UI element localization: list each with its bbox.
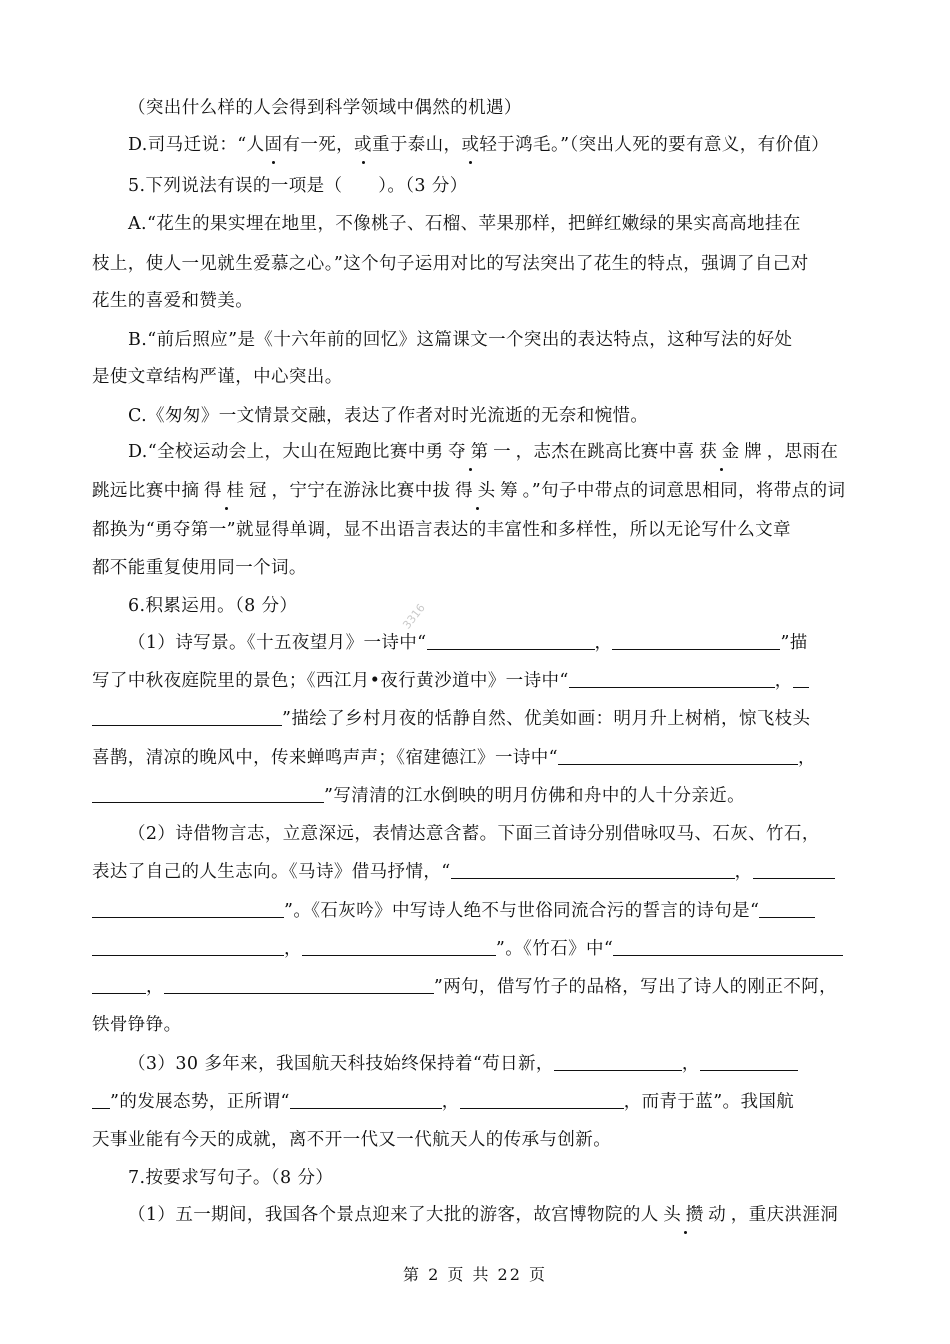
page-footer: 第 2 页 共 22 页	[403, 1265, 547, 1284]
answer-blank[interactable]	[613, 939, 843, 956]
text-line: （突出什么样的人会得到科学领域中偶然的机遇）	[128, 98, 522, 118]
answer-blank[interactable]	[451, 862, 735, 879]
text-line: 都换为“勇夺第一”就显得单调，显不出语言表达的丰富性和多样性，所以无论写什么文章	[92, 520, 791, 540]
answer-blank[interactable]	[700, 1054, 798, 1071]
answer-blank[interactable]	[92, 786, 324, 803]
option-d: D.司马迁说：“人固有一死，或重于泰山，或轻于鸿毛。”（突出人死的要有意义，有价值）	[128, 135, 830, 155]
answer-blank[interactable]	[460, 1092, 624, 1109]
text-line: 是使文章结构严谨，中心突出。	[92, 367, 343, 387]
text-line: ”。《石灰吟》中写诗人绝不与世俗同流合污的誓言的诗句是“	[92, 899, 858, 923]
text-line: 跳远比赛中摘得桂冠，宁宁在游泳比赛中拔得头筹。”句子中带点的词意思相同，将带点的词	[92, 481, 846, 501]
text-line: 枝上，使人一见就生爱慕之心。”这个句子运用对比的写法突出了花生的特点，强调了自己对	[92, 254, 809, 274]
answer-blank[interactable]	[569, 671, 775, 688]
dotted-phrase: 摘得桂冠	[181, 481, 272, 501]
text-line: （2）诗借物言志，立意深远，表情达意含蓄。下面三首诗分别借咏叹马、石灰、竹石，	[128, 824, 820, 844]
dotted-phrase: 喜获金牌	[676, 442, 767, 462]
answer-blank[interactable]	[793, 671, 809, 688]
option-a: A.“花生的果实埋在地里，不像桃子、石榴、苹果那样，把鲜红嫩绿的果实高高地挂在	[128, 214, 801, 234]
dotted-char: 或	[461, 135, 480, 155]
question-6: 6.积累运用。（8 分）	[128, 596, 298, 616]
text-line: （3）30 多年来，我国航天科技始终保持着“苟日新， ，	[128, 1052, 858, 1076]
text-line: 都不能重复使用同一个词。	[92, 558, 307, 578]
option-c: C.《匆匆》一文情景交融，表达了作者对时光流逝的无奈和惋惜。	[128, 406, 649, 426]
question-7: 7.按要求写句子。（8 分）	[128, 1168, 334, 1188]
text-line: ”的发展态势，正所谓“ ， ，而青于蓝”。我国航	[92, 1090, 858, 1114]
text-line: 铁骨铮铮。	[92, 1015, 182, 1035]
answer-blank[interactable]	[612, 633, 780, 650]
answer-blank[interactable]	[92, 977, 146, 994]
option-d: D.“全校运动会上，大山在短跑比赛中勇夺第一，志杰在跳高比赛中喜获金牌，思雨在	[128, 442, 839, 462]
answer-blank[interactable]	[558, 748, 798, 765]
answer-blank[interactable]	[164, 977, 434, 994]
answer-blank[interactable]	[92, 1092, 110, 1109]
dotted-char: 固	[264, 135, 283, 155]
answer-blank[interactable]	[759, 901, 815, 918]
text-line: 表达了自己的人生志向。《马诗》借马抒情，“ ，	[92, 860, 858, 884]
text-line: 喜鹊，清凉的晚风中，传来蝉鸣声声；《宿建德江》一诗中“ ，	[92, 748, 816, 768]
text-line: ， ”两句，借写竹子的品格，写出了诗人的刚正不阿，	[92, 975, 858, 999]
option-b: B.“前后照应”是《十六年前的回忆》这篇课文一个突出的表达特点，这种写法的好处	[128, 330, 793, 350]
dotted-phrase: 勇夺第一	[425, 442, 516, 462]
text-line: （1）五一期间，我国各个景点迎来了大批的游客，故宫博物院的人头攒动，重庆洪涯洞	[128, 1205, 839, 1225]
dotted-phrase: 人头攒动	[640, 1205, 731, 1225]
answer-blank[interactable]	[290, 1092, 442, 1109]
watermark: 3316	[400, 601, 428, 632]
text-line: ”写清清的江水倒映的明月仿佛和舟中的人十分亲近。	[92, 784, 858, 808]
text-line: 天事业能有今天的成就，离不开一代又一代航天人的传承与创新。	[92, 1130, 612, 1150]
answer-blank[interactable]	[302, 939, 496, 956]
question-5: 5.下列说法有误的一项是（ ）。（3 分）	[128, 176, 468, 196]
text-line: 写了中秋夜庭院里的景色；《西江月•夜行黄沙道中》一诗中“ ，	[92, 669, 858, 693]
dotted-char: 或	[354, 135, 372, 155]
text-line: 花生的喜爱和赞美。	[92, 291, 254, 311]
text-line: （1）诗写景。《十五夜望月》一诗中“ ， ”描	[128, 633, 808, 653]
text-line: ， ”。《竹石》中“	[92, 937, 858, 961]
text-line: ”描绘了乡村月夜的恬静自然、优美如画：明月升上树梢，惊飞枝头	[92, 707, 858, 731]
answer-blank[interactable]	[427, 633, 595, 650]
answer-blank[interactable]	[92, 901, 284, 918]
answer-blank[interactable]	[92, 939, 284, 956]
dotted-phrase: 拔得头筹	[432, 481, 523, 501]
answer-blank[interactable]	[753, 862, 835, 879]
answer-blank[interactable]	[92, 709, 282, 726]
answer-blank[interactable]	[554, 1054, 682, 1071]
